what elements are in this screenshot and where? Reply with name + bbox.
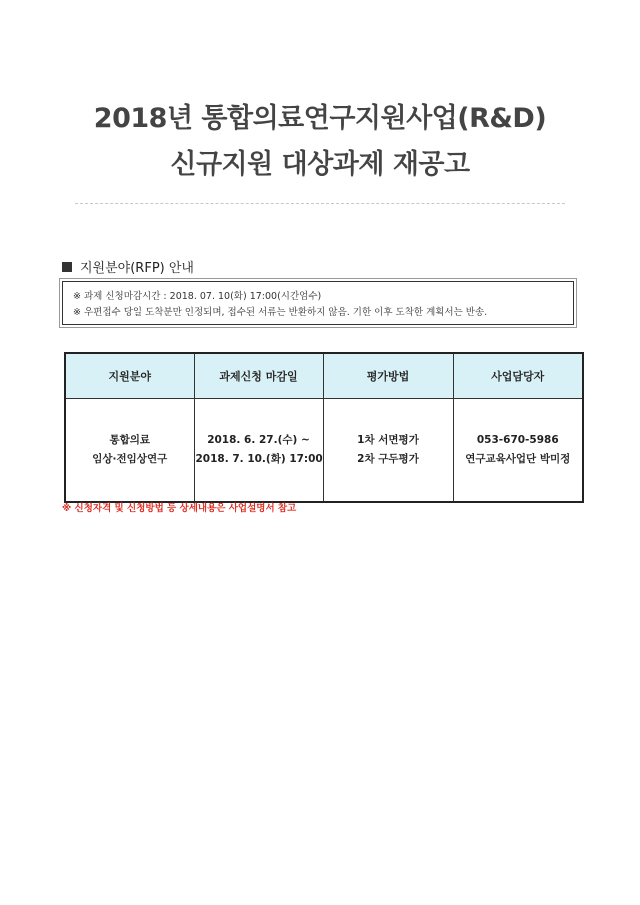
cell-deadline (194, 399, 323, 503)
header-deadline: 과제신청 마감일 (194, 353, 323, 399)
notice-deadline: ※ 과제 신청마감시간 : 2018. 07. 10(화) 17:00(시간엄수) (73, 291, 322, 302)
section-heading-label: 지원분야(RFP) 안내 (80, 261, 194, 276)
header-contact: 사업담당자 (453, 353, 583, 399)
contact-phone: 053-670-5986 (476, 434, 559, 446)
header-evaluation: 평가방법 (323, 353, 453, 399)
deadline-line-1: 2018. 6. 27.(수) ~ (207, 434, 310, 446)
cell-evaluation (323, 399, 453, 503)
header-field: 지원분야 (65, 353, 194, 399)
field-line-2: 임상·전임상연구 (92, 453, 168, 465)
notice-box (62, 281, 574, 325)
title-line-2: 신규지원 대상과제 재공고 (170, 149, 470, 180)
table-row (65, 399, 583, 503)
notice-mail-policy: ※ 우편접수 당일 도착분만 인정되며, 접수된 서류는 반환하지 않음. 기한 이후 도착한 계획서는 반송. (73, 307, 488, 318)
title-line-1: 2018년 통합의료연구지원사업(R&D) (93, 103, 547, 134)
deadline-line-2: 2018. 7. 10.(화) 17:00 (195, 453, 323, 465)
evaluation-line-1: 1차 서면평가 (357, 434, 419, 446)
section-heading (62, 257, 194, 276)
contact-person: 연구교육사업단 박미정 (465, 453, 571, 465)
evaluation-line-2: 2차 구두평가 (357, 453, 419, 465)
cell-contact (453, 399, 583, 503)
footnote: ※ 신청자격 및 신청방법 등 상세내용은 사업설명서 참고 (62, 503, 297, 514)
cell-field (65, 399, 194, 503)
title-divider (75, 203, 565, 204)
table-header-row (65, 353, 583, 399)
field-line-1: 통합의료 (109, 434, 151, 446)
page-title (0, 96, 640, 188)
square-bullet-icon (62, 262, 72, 272)
rfp-table (64, 352, 584, 503)
